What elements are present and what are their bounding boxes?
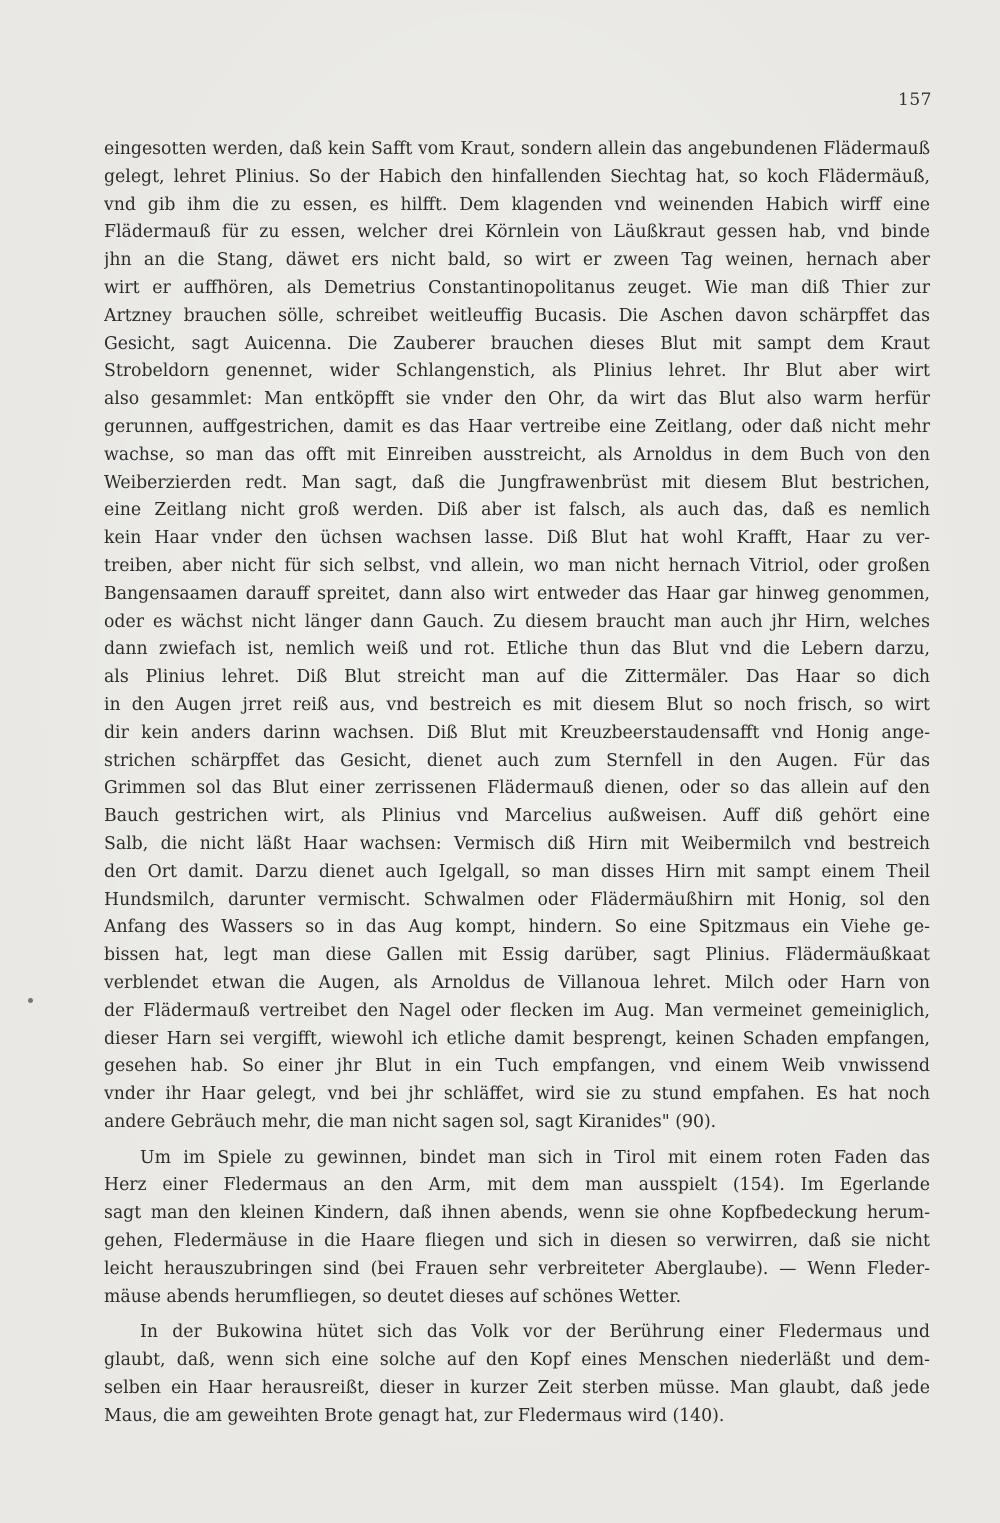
text-line: dieser Harn sei vergifft, wiewohl ich etliche damit besprengt, keinen Schaden empfangen, [104, 1028, 930, 1049]
text-line: Gesicht, sagt Auicenna. Die Zauberer brauchen dieses Blut mit sampt dem Kraut [104, 333, 930, 354]
text-line: Um im Spiele zu gewinnen, bindet man sich in Tirol mit einem roten Faden das [140, 1147, 930, 1168]
paragraph-gap [104, 1311, 930, 1319]
text-line: der Flädermauß vertreibet den Nagel oder flecken im Aug. Man vermeinet gemeiniglich, [104, 1000, 930, 1021]
text-line: strichen schärpffet das Gesicht, dienet auch zum Sternfell in den Augen. Für das [104, 750, 930, 771]
paragraph [104, 1145, 930, 1312]
text-line: In der Bukowina hütet sich das Volk vor der Berührung einer Fledermaus und [140, 1322, 930, 1343]
text-line: jhn an die Stang, däwet ers nicht bald, so wirt er zween Tag weinen, hernach aber [104, 250, 930, 271]
text-line: sagt man den kleinen Kindern, daß ihnen abends, wenn sie ohne Kopfbedeckung herum- [104, 1203, 930, 1224]
text-line: treiben, aber nicht für sich selbst, vnd allein, wo man nicht hernach Vitriol, oder großen [104, 555, 930, 576]
text-line: als Plinius lehret. Diß Blut streicht man auf die Zittermäler. Das Haar so dich [104, 667, 930, 688]
text-line: Grimmen sol das Blut einer zerrissenen Flädermauß dienen, oder so das allein auf den [104, 778, 930, 799]
page-number: 157 [898, 90, 932, 110]
text-line: vnder ihr Haar gelegt, vnd bei jhr schläffet, wird sie zu stund empfahen. Es hat noch [104, 1084, 930, 1105]
text-line: bissen hat, legt man diese Gallen mit Essig darüber, sagt Plinius. Flädermäußkaat [104, 945, 930, 966]
text-line: gelegt, lehret Plinius. So der Habich den hinfallenden Siechtag hat, so koch Flädermäuß, [104, 166, 930, 187]
text-line: Maus, die am geweihten Brote genagt hat, zur Fledermaus wird (140). [104, 1405, 725, 1426]
text-line: gehen, Fledermäuse in die Haare fliegen und sich in diesen so verwirren, daß sie nicht [104, 1231, 930, 1252]
text-line: dann zwiefach ist, nemlich weiß und rot. Etliche thun das Blut vnd die Lebern darzu, [104, 639, 930, 660]
margin-speck [28, 998, 33, 1003]
body-text [104, 136, 930, 1431]
text-line: Hundsmilch, darunter vermischt. Schwalmen oder Flädermäußhirn mit Honig, sol den [104, 889, 930, 910]
text-line: eingesotten werden, daß kein Safft vom Kraut, sondern allein das angebundenen Flädermauß [104, 139, 930, 159]
paragraph [104, 1319, 930, 1430]
text-line: eine Zeitlang nicht groß werden. Diß aber ist falsch, als auch das, daß es nemlich [104, 500, 930, 521]
text-line: glaubt, daß, wenn sich eine solche auf den Kopf eines Menschen niederläßt und dem- [104, 1350, 930, 1371]
text-line: gesehen hab. So einer jhr Blut in ein Tuch empfangen, vnd einem Weib vnwissend [104, 1056, 930, 1077]
text-line: Bauch gestrichen wirt, als Plinius vnd Marcelius außweisen. Auff diß gehört eine [104, 806, 930, 827]
text-line: Flädermauß für zu essen, welcher drei Körnlein von Läußkraut gessen hab, vnd binde [104, 222, 930, 243]
text-line: Strobeldorn genennet, wider Schlangenstich, als Plinius lehret. Ihr Blut aber wirt [104, 361, 930, 382]
text-line: vnd gib ihm die zu essen, es hilfft. Dem klagenden vnd weinenden Habich wirff eine [104, 194, 930, 215]
text-line: kein Haar vnder den üchsen wachsen lasse. Diß Blut hat wohl Krafft, Haar zu ver- [104, 528, 930, 549]
text-line: mäuse abends herumfliegen, so deutet dieses auf schönes Wetter. [104, 1286, 682, 1307]
text-line: andere Gebräuch mehr, die man nicht sagen sol, sagt Kiranides" (90). [104, 1111, 717, 1132]
text-line: gerunnen, auffgestrichen, damit es das Haar vertreibe eine Zeitlang, oder daß nicht mehr [104, 416, 930, 437]
text-line: Artzney brauchen sölle, schreibet weitleuffig Bucasis. Die Aschen davon schärpffet das [104, 305, 930, 326]
text-line: Salb, die nicht läßt Haar wachsen: Vermisch diß Hirn mit Weibermilch vnd bestreich [104, 833, 930, 854]
text-line: also gesammlet: Man entköpfft sie vnder den Ohr, da wirt das Blut also warm herfür [104, 389, 930, 410]
text-line: dir kein anders darinn wachsen. Diß Blut mit Kreuzbeerstaudensafft vnd Honig ange- [104, 722, 930, 743]
text-line: den Ort damit. Darzu dienet auch Igelgall, so man disses Hirn mit sampt einem Theil [104, 861, 930, 882]
text-line: oder es wächst nicht länger dann Gauch. Zu diesem braucht man auch jhr Hirn, welches [104, 611, 930, 632]
text-line: selben ein Haar herausreißt, dieser in kurzer Zeit sterben müsse. Man glaubt, daß jede [104, 1378, 930, 1399]
text-line: verblendet etwan die Augen, als Arnoldus de Villanoua lehret. Milch oder Harn von [104, 972, 930, 993]
text-line: Herz einer Fledermaus an den Arm, mit dem man ausspielt (154). Im Egerlande [104, 1175, 930, 1196]
text-line: Weiberzierden redt. Man sagt, daß die Jungfrawenbrüst mit diesem Blut bestrichen, [104, 472, 930, 493]
text-line: wachse, so man das offt mit Einreiben ausstreicht, als Arnoldus in dem Buch von den [104, 444, 930, 465]
text-line: Bangensaamen darauff spreitet, dann also wirt entweder das Haar gar hinweg genommen, [104, 583, 930, 604]
paragraph [104, 136, 930, 1137]
text-line: in den Augen jrret reiß aus, vnd bestreich es mit diesem Blut so noch frisch, so wirt [104, 694, 930, 715]
text-line: wirt er auffhören, als Demetrius Constantinopolitanus zeuget. Wie man diß Thier zur [104, 277, 930, 298]
text-line: Anfang des Wassers so in das Aug kompt, hindern. So eine Spitzmaus ein Viehe ge- [104, 917, 930, 938]
paragraph-gap [104, 1137, 930, 1145]
text-line: leicht herauszubringen sind (bei Frauen sehr verbreiteter Aberglaube). — Wenn Fleder- [104, 1258, 930, 1279]
